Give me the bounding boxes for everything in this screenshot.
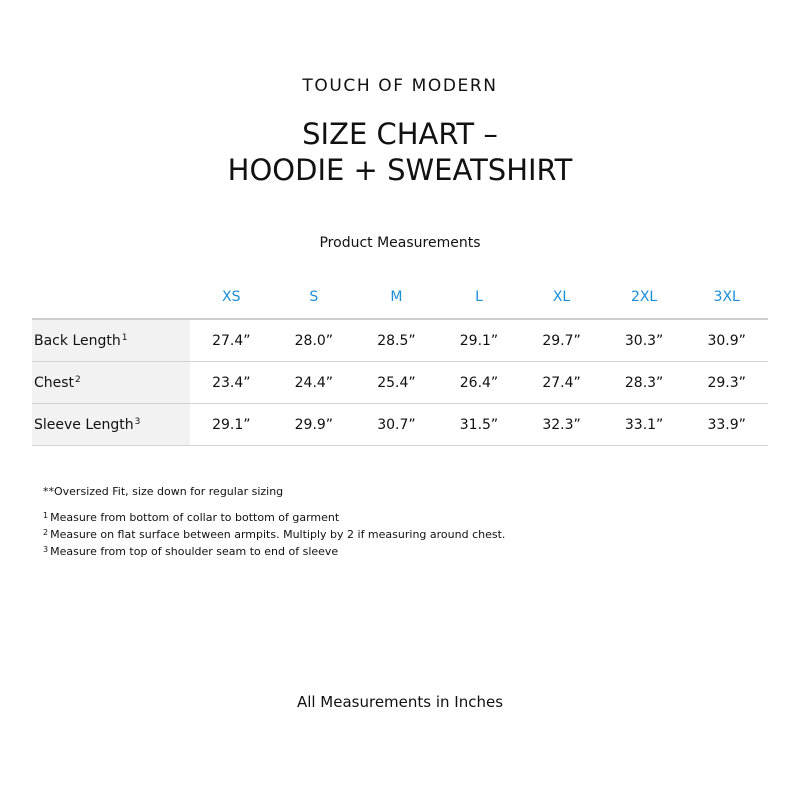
- measurement-cell: 30.9”: [685, 319, 768, 362]
- size-header: XL: [520, 276, 603, 319]
- measurement-cell: 32.3”: [520, 404, 603, 446]
- units-footer: All Measurements in Inches: [296, 693, 504, 711]
- title-line-2: HOODIE + SWEATSHIRT: [227, 153, 573, 187]
- measurement-cell: 23.4”: [190, 362, 273, 404]
- measurement-cell: 33.9”: [685, 404, 768, 446]
- row-label-text: Sleeve Length: [34, 416, 134, 433]
- table-subtitle: Product Measurements: [319, 235, 481, 251]
- measurement-cell: 24.4”: [273, 362, 356, 404]
- measurement-cell: 29.1”: [438, 319, 521, 362]
- size-header: 3XL: [685, 276, 768, 319]
- row-label: [32, 319, 190, 362]
- measurement-cell: 33.1”: [603, 404, 686, 446]
- size-chart-table: [32, 276, 768, 446]
- measurement-cell: 27.4”: [190, 319, 273, 362]
- empty-header-cell: [32, 276, 190, 319]
- footnote-mark: 2: [43, 528, 49, 537]
- footnote-mark: 3: [43, 545, 49, 554]
- size-header-row: [32, 276, 768, 319]
- brand-logo: TOUCH OF MODERN: [302, 76, 498, 96]
- measurement-cell: 29.9”: [273, 404, 356, 446]
- footnote-marker: 2: [75, 374, 81, 385]
- measurement-cell: 29.3”: [685, 362, 768, 404]
- notes-block: [43, 484, 505, 559]
- footnote: [43, 508, 505, 525]
- measurement-cell: 31.5”: [438, 404, 521, 446]
- size-header: M: [355, 276, 438, 319]
- fit-note: **Oversized Fit, size down for regular sizing: [43, 485, 284, 498]
- measurement-cell: 29.1”: [190, 404, 273, 446]
- size-header: L: [438, 276, 521, 319]
- table-row: [32, 319, 768, 362]
- measurement-cell: 26.4”: [438, 362, 521, 404]
- measurement-cell: 30.7”: [355, 404, 438, 446]
- footnote-text: Measure on flat surface between armpits. Multiply by 2 if measuring around chest.: [50, 528, 506, 541]
- measurement-cell: 28.3”: [603, 362, 686, 404]
- row-label-text: Back Length: [34, 332, 121, 349]
- footnote: [43, 542, 505, 559]
- measurement-cell: 27.4”: [520, 362, 603, 404]
- row-label: [32, 362, 190, 404]
- size-header: 2XL: [603, 276, 686, 319]
- size-header: XS: [190, 276, 273, 319]
- row-label-text: Chest: [34, 374, 75, 391]
- footnote-marker: 3: [134, 416, 141, 427]
- measurement-cell: 28.5”: [355, 319, 438, 362]
- title-line-1: SIZE CHART –: [302, 117, 498, 151]
- footnote-text: Measure from top of shoulder seam to end of sleeve: [50, 545, 339, 558]
- footnote: [43, 525, 505, 542]
- measurement-cell: 30.3”: [603, 319, 686, 362]
- size-header: S: [273, 276, 356, 319]
- page-title: [0, 116, 800, 188]
- measurement-cell: 25.4”: [355, 362, 438, 404]
- measurement-cell: 29.7”: [520, 319, 603, 362]
- measurement-cell: 28.0”: [273, 319, 356, 362]
- footnote-text: Measure from bottom of collar to bottom of garment: [50, 511, 340, 524]
- table-row: [32, 362, 768, 404]
- row-label: [32, 404, 190, 446]
- footnote-marker: 1: [121, 332, 128, 343]
- table-row: [32, 404, 768, 446]
- footnote-mark: 1: [43, 511, 49, 520]
